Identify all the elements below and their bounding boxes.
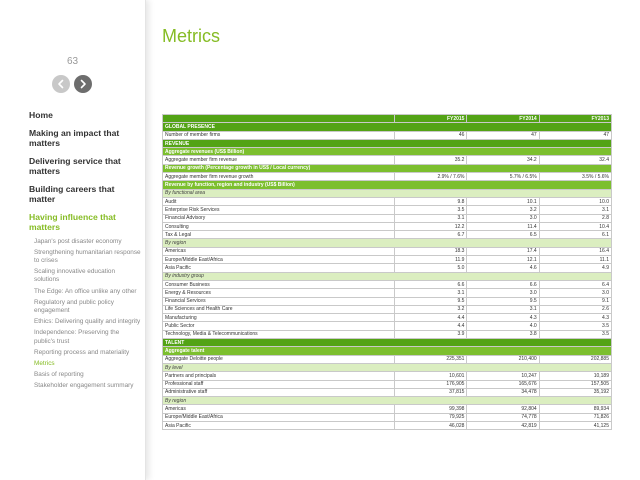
row-value: 4.4 xyxy=(395,322,467,330)
sidebar-subitem[interactable]: The Edge: An office unlike any other xyxy=(34,287,137,295)
row-value: 34,478 xyxy=(467,388,539,396)
sidebar-item[interactable]: Building careers that matter xyxy=(29,183,115,204)
row-value: 6.7 xyxy=(395,231,467,239)
sidebar-subitem[interactable]: Strengthening humanitarian response to crises xyxy=(34,248,141,264)
group-label: By region xyxy=(163,239,612,247)
sidebar-subitem[interactable]: Scaling innovative education solutions xyxy=(34,268,116,284)
metrics-table xyxy=(162,114,612,430)
section-label: GLOBAL PRESENCE xyxy=(163,123,612,131)
row-value: 9.1 xyxy=(539,297,611,305)
row-value: 6.5 xyxy=(467,231,539,239)
section-label: REVENUE xyxy=(163,139,612,147)
row-value: 79,925 xyxy=(395,413,467,421)
group-label: By level xyxy=(163,363,612,371)
subsection-label: Aggregate talent xyxy=(163,347,612,355)
row-label: Aggregate member firm revenue growth xyxy=(163,173,395,181)
row-value: 3.1 xyxy=(395,289,467,297)
row-value: 99,398 xyxy=(395,405,467,413)
row-value: 10.4 xyxy=(539,222,611,230)
row-value: 2.9% / 7.6% xyxy=(395,173,467,181)
row-value: 46,028 xyxy=(395,421,467,429)
sidebar-subitem[interactable]: Japan's post disaster economy xyxy=(34,237,122,245)
table-row xyxy=(163,380,612,388)
sidebar-subitem[interactable]: Reporting process and materiality xyxy=(34,348,130,356)
row-value: 4.3 xyxy=(467,314,539,322)
row-label: Partners and principals xyxy=(163,372,395,380)
sidebar-item[interactable]: Home xyxy=(29,110,53,120)
row-value: 92,804 xyxy=(467,405,539,413)
row-value: 10,189 xyxy=(539,372,611,380)
chevron-left-icon xyxy=(56,79,66,89)
row-value: 4.6 xyxy=(467,264,539,272)
subsection-row xyxy=(163,181,612,189)
row-label: Consumer Business xyxy=(163,280,395,288)
sidebar-subitem[interactable]: Metrics xyxy=(34,359,55,367)
row-value: 9.5 xyxy=(467,297,539,305)
table-row xyxy=(163,388,612,396)
table-header-fy2013: FY2013 xyxy=(539,115,611,123)
row-value: 3.0 xyxy=(539,289,611,297)
table-row xyxy=(163,222,612,230)
table-row xyxy=(163,206,612,214)
row-label: Financial Services xyxy=(163,297,395,305)
row-value: 11.4 xyxy=(467,222,539,230)
table-header-label xyxy=(163,115,395,123)
sidebar-subitem[interactable]: Independence: Preserving the public's trust xyxy=(34,329,120,345)
table-row xyxy=(163,322,612,330)
page-navigation xyxy=(52,75,92,93)
table-row xyxy=(163,173,612,181)
row-value: 9.5 xyxy=(395,297,467,305)
row-value: 35.2 xyxy=(395,156,467,164)
row-value: 42,819 xyxy=(467,421,539,429)
table-row xyxy=(163,421,612,429)
subsection-row xyxy=(163,164,612,172)
subsection-row xyxy=(163,347,612,355)
row-value: 3.5 xyxy=(395,206,467,214)
row-value: 10.1 xyxy=(467,197,539,205)
row-value: 12.1 xyxy=(467,256,539,264)
group-row xyxy=(163,272,612,280)
row-label: Tax & Legal xyxy=(163,231,395,239)
row-value: 3.2 xyxy=(467,206,539,214)
row-value: 176,905 xyxy=(395,380,467,388)
row-value: 11.1 xyxy=(539,256,611,264)
row-label: Asia Pacific xyxy=(163,264,395,272)
subsection-label: Aggregate revenues (US$ Billion) xyxy=(163,148,612,156)
row-value: 11.9 xyxy=(395,256,467,264)
row-value: 41,125 xyxy=(539,421,611,429)
group-label: By region xyxy=(163,397,612,405)
row-value: 74,778 xyxy=(467,413,539,421)
group-row xyxy=(163,239,612,247)
row-value: 225,351 xyxy=(395,355,467,363)
row-value: 5.7% / 6.5% xyxy=(467,173,539,181)
previous-page-button[interactable] xyxy=(52,75,70,93)
table-row xyxy=(163,372,612,380)
table-row xyxy=(163,197,612,205)
row-value: 46 xyxy=(395,131,467,139)
sidebar-subitem[interactable]: Stakeholder engagement summary xyxy=(34,382,134,390)
row-value: 3.1 xyxy=(467,305,539,313)
row-label: Aggregate member firm revenue xyxy=(163,156,395,164)
group-row xyxy=(163,397,612,405)
row-value: 157,505 xyxy=(539,380,611,388)
row-value: 16.4 xyxy=(539,247,611,255)
row-value: 3.1 xyxy=(395,214,467,222)
chevron-right-icon xyxy=(78,79,88,89)
row-label: Technology, Media & Telecommunications xyxy=(163,330,395,338)
row-value: 4.0 xyxy=(467,322,539,330)
row-value: 71,826 xyxy=(539,413,611,421)
row-value: 2.8 xyxy=(539,214,611,222)
row-value: 165,676 xyxy=(467,380,539,388)
table-row xyxy=(163,231,612,239)
subsection-row xyxy=(163,148,612,156)
row-label: Aggregate Deloitte people xyxy=(163,355,395,363)
subsection-label: Revenue growth (Percentage growth in US$ / Local currency) xyxy=(163,164,612,172)
section-label: TALENT xyxy=(163,339,612,347)
row-label: Manufacturing xyxy=(163,314,395,322)
row-label: Professional staff xyxy=(163,380,395,388)
row-label: Audit xyxy=(163,197,395,205)
group-row xyxy=(163,363,612,371)
group-label: By industry group xyxy=(163,272,612,280)
table-row xyxy=(163,314,612,322)
table-row xyxy=(163,256,612,264)
row-label: Enterprise Risk Services xyxy=(163,206,395,214)
row-label: Asia Pacific xyxy=(163,421,395,429)
row-value: 35,192 xyxy=(539,388,611,396)
page-title: Metrics xyxy=(162,26,220,46)
table-row xyxy=(163,305,612,313)
row-label: Americas xyxy=(163,247,395,255)
row-label: Life Sciences and Health Care xyxy=(163,305,395,313)
row-value: 6.4 xyxy=(539,280,611,288)
row-label: Energy & Resources xyxy=(163,289,395,297)
row-value: 9.8 xyxy=(395,197,467,205)
table-row xyxy=(163,280,612,288)
table-row xyxy=(163,289,612,297)
row-value: 47 xyxy=(539,131,611,139)
table-row xyxy=(163,264,612,272)
table-row xyxy=(163,131,612,139)
table-row xyxy=(163,247,612,255)
row-label: Financial Advisory xyxy=(163,214,395,222)
table-row xyxy=(163,214,612,222)
row-value: 10,247 xyxy=(467,372,539,380)
row-label: Europe/Middle East/Africa xyxy=(163,256,395,264)
row-label: Americas xyxy=(163,405,395,413)
row-value: 3.8 xyxy=(467,330,539,338)
subsection-label: Revenue by function, region and industry (US$ Billion) xyxy=(163,181,612,189)
table-header-fy2015: FY2015 xyxy=(395,115,467,123)
row-value: 10.0 xyxy=(539,197,611,205)
row-value: 3.9 xyxy=(395,330,467,338)
group-row xyxy=(163,189,612,197)
section-row xyxy=(163,339,612,347)
row-value: 37,815 xyxy=(395,388,467,396)
row-value: 210,400 xyxy=(467,355,539,363)
section-row xyxy=(163,139,612,147)
row-value: 34.2 xyxy=(467,156,539,164)
row-value: 12.2 xyxy=(395,222,467,230)
next-page-button[interactable] xyxy=(74,75,92,93)
row-label: Administrative staff xyxy=(163,388,395,396)
sidebar-item[interactable]: Making an impact that matters xyxy=(29,127,120,148)
row-value: 10,601 xyxy=(395,372,467,380)
row-value: 3.5 xyxy=(539,330,611,338)
section-row xyxy=(163,123,612,131)
table-row xyxy=(163,413,612,421)
sidebar-item[interactable]: Having influence that matters xyxy=(29,211,116,232)
row-value: 47 xyxy=(467,131,539,139)
table-row xyxy=(163,330,612,338)
row-value: 4.3 xyxy=(539,314,611,322)
row-value: 4.4 xyxy=(395,314,467,322)
row-value: 17.4 xyxy=(467,247,539,255)
sidebar-subitem[interactable]: Basis of reporting xyxy=(34,371,84,379)
row-value: 18.3 xyxy=(395,247,467,255)
sidebar-item[interactable]: Delivering service that matters xyxy=(29,155,121,176)
sidebar xyxy=(0,0,146,480)
table-header-row xyxy=(163,115,612,123)
sidebar-menu xyxy=(29,110,141,391)
row-value: 5.0 xyxy=(395,264,467,272)
row-label: Public Sector xyxy=(163,322,395,330)
main-content xyxy=(162,0,632,480)
table-row xyxy=(163,156,612,164)
row-value: 3.5 xyxy=(539,322,611,330)
table-row xyxy=(163,297,612,305)
page-number: 63 xyxy=(66,56,79,67)
row-value: 32.4 xyxy=(539,156,611,164)
row-value: 6.6 xyxy=(467,280,539,288)
row-label: Consulting xyxy=(163,222,395,230)
row-value: 6.6 xyxy=(395,280,467,288)
row-value: 3.0 xyxy=(467,214,539,222)
table-header-fy2014: FY2014 xyxy=(467,115,539,123)
table-row xyxy=(163,355,612,363)
table-row xyxy=(163,405,612,413)
row-value: 3.1 xyxy=(539,206,611,214)
row-value: 2.6 xyxy=(539,305,611,313)
row-label: Number of member firms xyxy=(163,131,395,139)
row-value: 3.0 xyxy=(467,289,539,297)
group-label: By functional area xyxy=(163,189,612,197)
row-value: 4.9 xyxy=(539,264,611,272)
sidebar-subitem[interactable]: Regulatory and public policy engagement xyxy=(34,298,114,314)
row-value: 202,885 xyxy=(539,355,611,363)
row-value: 6.1 xyxy=(539,231,611,239)
row-label: Europe/Middle East/Africa xyxy=(163,413,395,421)
row-value: 3.5% / 5.6% xyxy=(539,173,611,181)
sidebar-subitem[interactable]: Ethics: Delivering quality and integrity xyxy=(34,318,141,326)
row-value: 89,934 xyxy=(539,405,611,413)
row-value: 3.2 xyxy=(395,305,467,313)
